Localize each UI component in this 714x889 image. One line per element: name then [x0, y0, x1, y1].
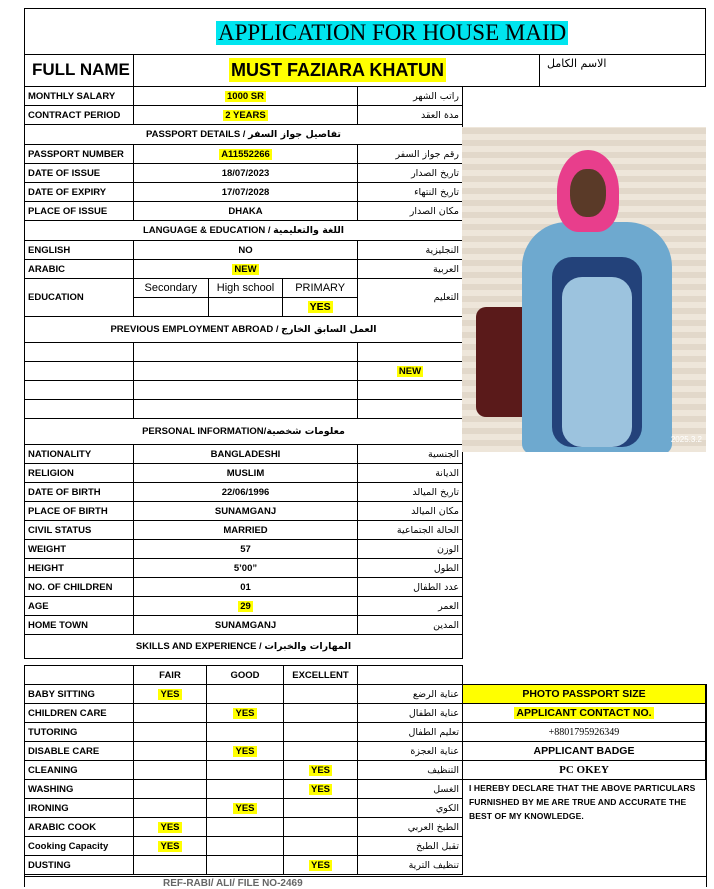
declaration-text: I HEREBY DECLARE THAT THE ABOVE PARTICULARS FURNISHED BY ME ARE TRUE AND ACCURATE THE BEST OF MY KNOWLEDGE. [469, 783, 696, 821]
skill-mark [134, 837, 207, 856]
field-value-text: 2 YEARS [225, 109, 266, 121]
badge-label: APPLICANT BADGE [463, 742, 706, 761]
field-label [25, 616, 134, 635]
skill-mark [134, 818, 207, 837]
field-value [134, 202, 358, 221]
field-value-text: DHAKA [228, 205, 263, 217]
employment-cell-text: NEW [398, 365, 422, 377]
skill-arabic [358, 837, 463, 856]
field-label-text: NO. OF CHILDREN [28, 581, 113, 593]
field-arabic-text: الجنسية [428, 448, 459, 460]
skill-empty [134, 742, 207, 761]
skill-label-text: CHILDREN CARE [28, 707, 107, 719]
skill-label-text: Cooking Capacity [28, 840, 109, 852]
skill-label-text: ARABIC COOK [28, 821, 97, 833]
field-arabic [358, 502, 463, 521]
skill-arabic [358, 799, 463, 818]
skill-empty [134, 799, 207, 818]
skill-mark [207, 799, 284, 818]
field-arabic-text: راتب الشهر [413, 90, 459, 102]
title-row [24, 8, 706, 54]
field-label [25, 521, 134, 540]
field-value [134, 502, 358, 521]
skill-arabic-text: عناية الرضع [412, 688, 459, 700]
field-value-text: 17/07/2028 [221, 186, 270, 198]
field-label [25, 597, 134, 616]
skill-mark [284, 856, 358, 875]
skill-arabic-text: الطبخ العربي [407, 821, 459, 833]
field-label [25, 559, 134, 578]
full-name-label: FULL NAME [32, 60, 130, 79]
field-label-text: CIVIL STATUS [28, 524, 92, 536]
field-arabic-text: رقم جواز السفر [395, 148, 459, 160]
field-label-text: RELIGION [28, 467, 74, 479]
field-arabic [358, 464, 463, 483]
field-label-text: MONTHLY SALARY [28, 90, 116, 102]
skill-label [25, 780, 134, 799]
education-option: Secondary [134, 279, 209, 297]
language-section-header [25, 221, 463, 241]
field-arabic [358, 559, 463, 578]
skill-mark-text: YES [235, 707, 255, 719]
skill-empty [207, 780, 284, 799]
skill-arabic [358, 856, 463, 875]
skill-label [25, 818, 134, 837]
field-label [25, 202, 134, 221]
employment-cell [134, 362, 358, 381]
employment-cell [134, 343, 358, 362]
skill-label [25, 704, 134, 723]
field-arabic-text: العربية [433, 263, 459, 275]
skill-empty [207, 856, 284, 875]
education-selected-mark: YES [309, 301, 331, 313]
field-arabic-text: تاريخ الصدار [411, 167, 459, 179]
field-label-text: DATE OF BIRTH [28, 486, 101, 498]
field-label-text: ENGLISH [28, 244, 71, 256]
field-label [25, 87, 134, 106]
reference-footer: REF-RABI/ ALI/ FILE NO-2469 [163, 878, 303, 889]
skill-arabic-text: تقبل الطبخ [416, 840, 459, 852]
skill-mark-text: YES [310, 783, 330, 795]
field-label-text: PLACE OF BIRTH [28, 505, 108, 517]
field-arabic [358, 597, 463, 616]
skill-label-text: WASHING [28, 783, 74, 795]
contact-number: +8801795926349 [463, 723, 706, 742]
page-title: APPLICATION FOR HOUSE MAID [218, 20, 567, 45]
field-value [134, 241, 358, 260]
field-value-text: 5’00” [233, 562, 258, 574]
skill-level-header [134, 666, 207, 685]
skill-mark [284, 780, 358, 799]
field-label-text: PASSPORT NUMBER [28, 148, 124, 160]
field-arabic [358, 616, 463, 635]
field-value [134, 260, 358, 279]
pc-status: PC OKEY [463, 761, 706, 780]
field-value-text: NO [238, 244, 253, 256]
skill-empty [284, 704, 358, 723]
field-value [134, 164, 358, 183]
field-label-text: DATE OF ISSUE [28, 167, 101, 179]
skills-section-header [25, 635, 463, 659]
skill-mark-text: YES [160, 821, 180, 833]
field-label-text: NATIONALITY [28, 448, 92, 460]
skill-label [25, 856, 134, 875]
field-arabic [358, 87, 463, 106]
skill-mark-text: YES [235, 802, 255, 814]
skill-arabic-text: الغسل [433, 783, 459, 795]
field-value [134, 87, 358, 106]
field-arabic-text: عدد الطفال [413, 581, 459, 593]
field-value-text: A11552266 [221, 148, 270, 160]
skill-label-text: DISABLE CARE [28, 745, 100, 757]
skill-label [25, 761, 134, 780]
skill-level-header [284, 666, 358, 685]
employment-cell [358, 343, 463, 362]
field-value [134, 521, 358, 540]
education-arabic-text: التعليم [433, 292, 459, 303]
skill-mark-text: YES [310, 764, 330, 776]
skills-section-header-en: SKILLS AND EXPERIENCE / [135, 641, 265, 652]
skill-mark-text: YES [160, 688, 180, 700]
skill-empty [134, 780, 207, 799]
skill-empty [134, 723, 207, 742]
employment-section-header-ar: العمل السابق الخارج [281, 324, 377, 335]
skill-label-text: DUSTING [28, 859, 71, 871]
employment-cell [25, 381, 134, 400]
field-value-text: 29 [240, 600, 251, 612]
education-option: High school [209, 279, 284, 297]
skill-empty [207, 837, 284, 856]
field-label [25, 464, 134, 483]
skill-empty [207, 818, 284, 837]
field-arabic [358, 241, 463, 260]
skill-arabic [358, 685, 463, 704]
personal-section-header-en: PERSONAL INFORMATION/ [142, 426, 267, 437]
field-arabic [358, 260, 463, 279]
field-value [134, 597, 358, 616]
field-label [25, 183, 134, 202]
skill-label-text: BABY SITTING [28, 688, 95, 700]
field-arabic-text: الطول [433, 562, 459, 574]
skill-arabic-text: تنظيف الترية [408, 859, 459, 871]
skill-empty [284, 685, 358, 704]
skill-level-header-text: GOOD [230, 669, 260, 681]
employment-cell [25, 343, 134, 362]
field-arabic [358, 445, 463, 464]
field-arabic-text: مكان الميالد [411, 505, 459, 517]
field-label-text: HOME TOWN [28, 619, 88, 631]
full-name-arabic: الاسم الكامل [547, 57, 607, 70]
field-arabic [358, 183, 463, 202]
field-value-text: 1000 SR [227, 90, 264, 102]
field-value [134, 540, 358, 559]
field-label [25, 164, 134, 183]
skill-empty [134, 761, 207, 780]
skill-mark [134, 685, 207, 704]
photo-timestamp: 2025.3.2 [670, 435, 702, 444]
skills-corner-right [358, 666, 463, 685]
field-arabic [358, 521, 463, 540]
field-label-text: DATE OF EXPIRY [28, 186, 107, 198]
field-label [25, 502, 134, 521]
skills-table [24, 665, 463, 875]
passport-section-header-ar: تفاصيل جواز السفر [248, 129, 341, 140]
skill-mark [207, 704, 284, 723]
skill-label-text: CLEANING [28, 764, 78, 776]
field-value [134, 616, 358, 635]
skill-empty [284, 837, 358, 856]
skill-label [25, 723, 134, 742]
skill-mark-text: YES [235, 745, 255, 757]
education-arabic [358, 279, 463, 317]
photo-size-label: PHOTO PASSPORT SIZE [463, 685, 706, 704]
personal-section-header-ar: معلومات شخصية [266, 426, 345, 437]
field-arabic [358, 540, 463, 559]
language-section-header-ar: اللغة والتعليمية [273, 225, 345, 236]
field-label-text: PLACE OF ISSUE [28, 205, 108, 217]
skill-empty [284, 818, 358, 837]
field-value-text: 18/07/2023 [221, 167, 270, 179]
passport-section-header [25, 125, 463, 145]
skill-arabic [358, 704, 463, 723]
field-arabic-text: الديانة [435, 467, 459, 479]
field-value-text: 01 [240, 581, 251, 593]
language-section-header-en: LANGUAGE & EDUCATION / [142, 225, 274, 236]
field-value-text: NEW [234, 263, 257, 275]
field-arabic-text: العمر [438, 600, 459, 612]
skill-arabic-text: عناية العجزة [410, 745, 459, 757]
employment-cell [134, 381, 358, 400]
field-arabic [358, 483, 463, 502]
field-value [134, 578, 358, 597]
personal-section-header [25, 419, 463, 445]
employment-cell [25, 400, 134, 419]
field-value [134, 106, 358, 125]
skill-arabic-text: تعليم الطفال [408, 726, 459, 738]
field-arabic-text: تاريخ الميالد [412, 486, 459, 498]
applicant-photo [462, 127, 706, 452]
field-value-text: 57 [240, 543, 251, 555]
field-arabic-text: مكان الصدار [409, 205, 459, 217]
skill-empty [284, 742, 358, 761]
skill-arabic [358, 780, 463, 799]
field-arabic-text: الحالة الجتماعية [396, 524, 459, 536]
field-value [134, 445, 358, 464]
skill-empty [207, 761, 284, 780]
field-value-text: SUNAMGANJ [214, 505, 277, 517]
field-value [134, 559, 358, 578]
field-value [134, 145, 358, 164]
employment-cell [358, 362, 463, 381]
full-name-value: MUST FAZIARA KHATUN [231, 60, 444, 80]
employment-cell [134, 400, 358, 419]
skill-arabic [358, 818, 463, 837]
education-label [25, 279, 134, 317]
passport-section-header-en: PASSPORT DETAILS / [146, 129, 249, 140]
field-label [25, 540, 134, 559]
field-label-text: HEIGHT [28, 562, 64, 574]
field-arabic-text: تاريخ النتهاء [414, 186, 459, 198]
skill-level-header [207, 666, 284, 685]
field-arabic-text: مدة العقد [421, 109, 459, 121]
employment-cell [25, 362, 134, 381]
skills-corner [25, 666, 134, 685]
skill-level-header-text: FAIR [159, 669, 181, 681]
field-label [25, 106, 134, 125]
employment-cell [358, 381, 463, 400]
education-option: PRIMARY [295, 282, 346, 294]
field-label-text: AGE [28, 600, 49, 612]
education-selected [134, 298, 358, 317]
skills-section-header-ar: المهارات والخبرات [264, 641, 352, 652]
field-arabic [358, 145, 463, 164]
applicant-panel [462, 684, 706, 780]
field-arabic [358, 202, 463, 221]
field-value-text: SUNAMGANJ [214, 619, 277, 631]
skill-arabic [358, 742, 463, 761]
skill-mark [207, 742, 284, 761]
field-arabic-text: المدين [433, 619, 459, 631]
employment-section-header-en: PREVIOUS EMPLOYMENT ABROAD / [110, 324, 282, 335]
contact-label: APPLICANT CONTACT NO. [516, 707, 652, 719]
employment-cell [358, 400, 463, 419]
field-label-text: CONTRACT PERIOD [28, 109, 121, 121]
skill-empty [207, 685, 284, 704]
skill-mark-text: YES [310, 859, 330, 871]
skill-arabic-text: التنظيف [427, 764, 459, 776]
education-options [134, 279, 358, 298]
skill-empty [207, 723, 284, 742]
field-value [134, 483, 358, 502]
skill-label [25, 742, 134, 761]
skill-empty [284, 799, 358, 818]
field-value-text: MARRIED [223, 524, 268, 536]
skill-label-text: TUTORING [28, 726, 78, 738]
skill-label-text: IRONING [28, 802, 69, 814]
employment-section-header [25, 317, 463, 343]
field-value-text: MUSLIM [226, 467, 265, 479]
field-label-text: ARABIC [28, 263, 65, 275]
skill-arabic-text: الكوي [435, 802, 459, 814]
field-arabic-text: الوزن [436, 543, 459, 555]
skill-arabic-text: عناية الطفال [408, 707, 459, 719]
field-value-text: BANGLADESHI [210, 448, 281, 460]
field-label [25, 241, 134, 260]
field-arabic [358, 106, 463, 125]
field-label [25, 445, 134, 464]
skill-empty [284, 723, 358, 742]
skill-label [25, 799, 134, 818]
field-label [25, 145, 134, 164]
skill-arabic [358, 723, 463, 742]
field-value [134, 183, 358, 202]
field-label-text: WEIGHT [28, 543, 66, 555]
field-label [25, 260, 134, 279]
field-value-text: 22/06/1996 [221, 486, 270, 498]
full-name-row [24, 54, 706, 87]
skill-empty [134, 856, 207, 875]
field-value [134, 464, 358, 483]
skill-mark [284, 761, 358, 780]
education-label-text: EDUCATION [28, 292, 84, 303]
skill-arabic [358, 761, 463, 780]
field-label [25, 483, 134, 502]
skill-label [25, 685, 134, 704]
field-arabic [358, 164, 463, 183]
skill-mark-text: YES [160, 840, 180, 852]
field-arabic [358, 578, 463, 597]
field-arabic-text: النجليزية [425, 244, 459, 256]
skill-label [25, 837, 134, 856]
field-label [25, 578, 134, 597]
skill-level-header-text: EXCELLENT [292, 669, 349, 681]
skill-empty [134, 704, 207, 723]
details-table [24, 86, 463, 659]
